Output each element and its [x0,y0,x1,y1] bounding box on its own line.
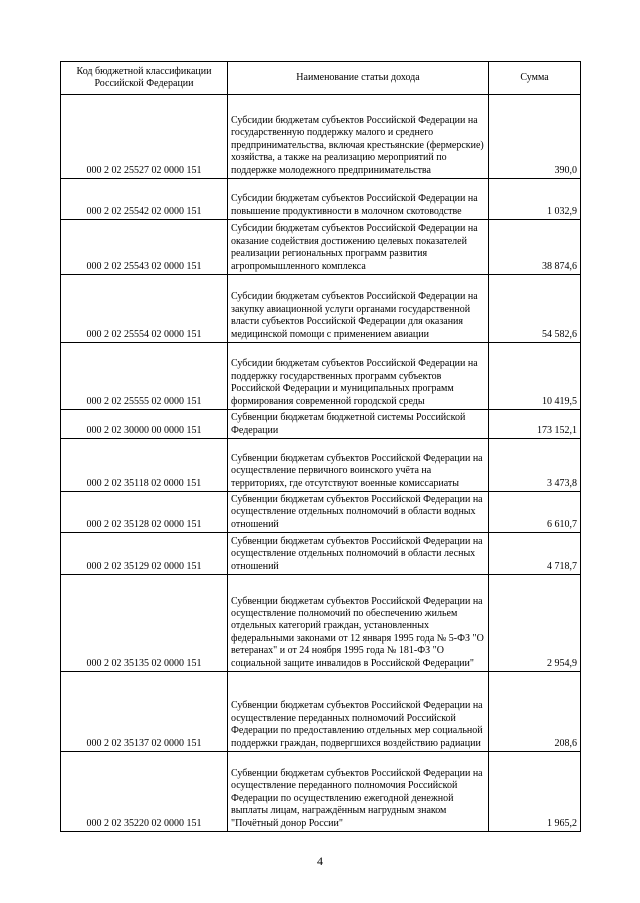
row-code: 000 2 02 35128 02 0000 151 [61,492,228,533]
table-row [61,95,581,179]
row-name: Субсидии бюджетам субъектов Российской Федерации на поддержку государственных программ субъектов Российской Федерации и муниципальных программ формирования современной городской среды [228,343,489,410]
header-sum: Сумма [489,62,581,95]
row-code: 000 2 02 25527 02 0000 151 [61,95,228,179]
row-sum: 208,6 [489,672,581,752]
table-row [61,439,581,492]
row-sum: 1 965,2 [489,752,581,832]
row-name: Субсидии бюджетам субъектов Российской Федерации на повышение продуктивности в молочном скотоводстве [228,179,489,220]
row-name: Субвенции бюджетам субъектов Российской Федерации на осуществление переданных полномочий Российской Федерации по предоставлению отдельных мер социальной поддержки граждан, подвергшихся воздействию радиации [228,672,489,752]
row-code: 000 2 02 35118 02 0000 151 [61,439,228,492]
row-name: Субвенции бюджетам субъектов Российской Федерации на осуществление переданного полномочия Российской Федерации по осуществлению ежегодной денежной выплаты лицам, награждённым нагрудным знаком "Почётный донор России" [228,752,489,832]
row-sum: 390,0 [489,95,581,179]
row-name: Субсидии бюджетам субъектов Российской Федерации на оказание содействия достижению целевых показателей реализации региональных программ развития агропромышленного комплекса [228,220,489,275]
row-code: 000 2 02 25542 02 0000 151 [61,179,228,220]
table-row [61,179,581,220]
table-row [61,410,581,439]
row-sum: 10 419,5 [489,343,581,410]
row-sum: 3 473,8 [489,439,581,492]
row-sum: 6 610,7 [489,492,581,533]
table-row [61,492,581,533]
row-sum: 54 582,6 [489,275,581,343]
row-name: Субвенции бюджетам субъектов Российской Федерации на осуществление первичного воинского учёта на территориях, где отсутствуют военные комиссариаты [228,439,489,492]
row-sum: 2 954,9 [489,575,581,672]
table-header [61,62,581,95]
row-sum: 38 874,6 [489,220,581,275]
row-name: Субсидии бюджетам субъектов Российской Федерации на закупку авиационной услуги органами государственной власти субъектов Российской Федерации для оказания медицинской помощи с применением авиации [228,275,489,343]
table-row [61,672,581,752]
revenue-table [60,61,581,832]
row-code: 000 2 02 25555 02 0000 151 [61,343,228,410]
table-row [61,343,581,410]
row-name: Субвенции бюджетам субъектов Российской Федерации на осуществление отдельных полномочий в области водных отношений [228,492,489,533]
row-code: 000 2 02 25543 02 0000 151 [61,220,228,275]
row-sum: 4 718,7 [489,533,581,575]
table-row [61,220,581,275]
header-code: Код бюджетной классификации Российской Федерации [61,62,228,95]
row-name: Субсидии бюджетам субъектов Российской Федерации на государственную поддержку малого и среднего предпринимательства, включая крестьянские (фермерские) хозяйства, а также на реализацию мероприятий по поддержке молодежного предпринимательства [228,95,489,179]
table-row [61,575,581,672]
table-row [61,752,581,832]
row-code: 000 2 02 25554 02 0000 151 [61,275,228,343]
row-code: 000 2 02 35129 02 0000 151 [61,533,228,575]
row-code: 000 2 02 35220 02 0000 151 [61,752,228,832]
table-row [61,275,581,343]
header-name: Наименование статьи дохода [228,62,489,95]
page-number: 4 [317,854,323,868]
row-code: 000 2 02 30000 00 0000 151 [61,410,228,439]
table-body [61,95,581,832]
row-name: Субвенции бюджетам бюджетной системы Российской Федерации [228,410,489,439]
row-name: Субвенции бюджетам субъектов Российской Федерации на осуществление отдельных полномочий в области лесных отношений [228,533,489,575]
row-sum: 173 152,1 [489,410,581,439]
row-name: Субвенции бюджетам субъектов Российской Федерации на осуществление полномочий по обеспечению жильем отдельных категорий граждан, установленных федеральными законами от 12 января 1995 года № 5-ФЗ "О ветеранах" и от 24 ноября 1995 года № 181-ФЗ "О социальной защите инвалидов в Российской Федерации" [228,575,489,672]
table-row [61,533,581,575]
row-code: 000 2 02 35135 02 0000 151 [61,575,228,672]
row-code: 000 2 02 35137 02 0000 151 [61,672,228,752]
row-sum: 1 032,9 [489,179,581,220]
